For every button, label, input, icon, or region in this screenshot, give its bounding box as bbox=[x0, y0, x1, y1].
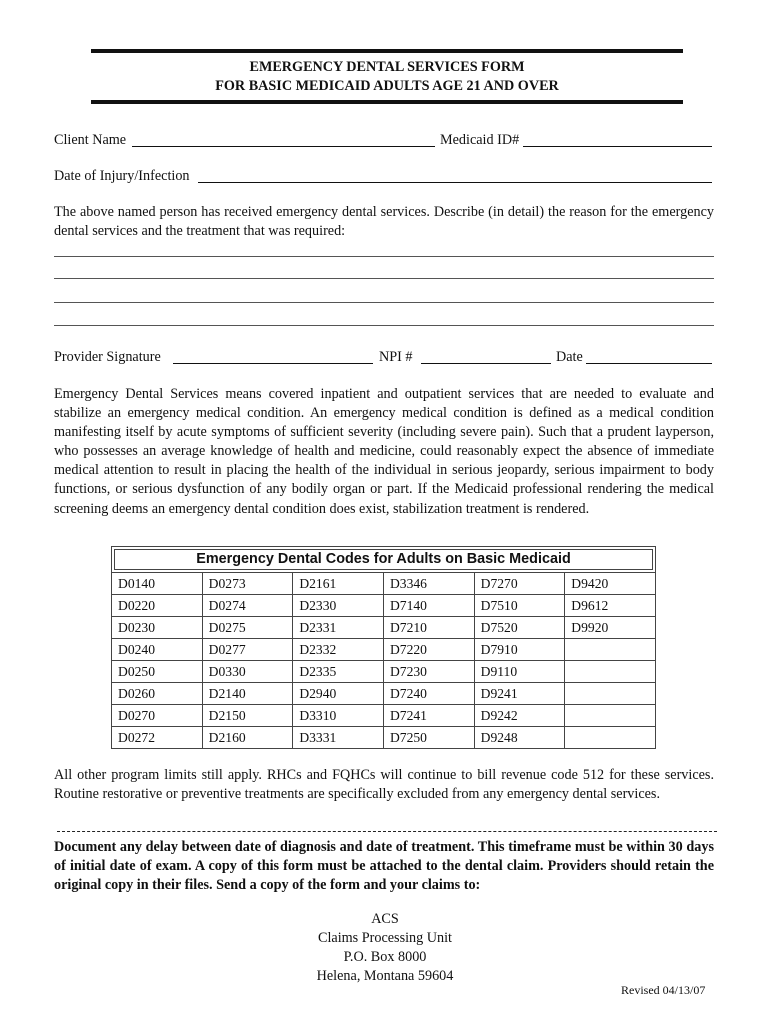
table-cell: D7910 bbox=[474, 639, 565, 661]
dashed-separator bbox=[57, 831, 717, 832]
table-cell bbox=[565, 661, 656, 683]
table-cell: D0230 bbox=[112, 617, 203, 639]
table-cell: D7270 bbox=[474, 573, 565, 595]
description-line-4[interactable] bbox=[54, 325, 714, 326]
table-cell: D2140 bbox=[202, 683, 293, 705]
table-cell: D0274 bbox=[202, 595, 293, 617]
description-line-1[interactable] bbox=[54, 256, 714, 257]
date-field[interactable] bbox=[586, 349, 712, 364]
table-row bbox=[112, 573, 656, 595]
description-line-3[interactable] bbox=[54, 302, 714, 303]
table-cell: D7240 bbox=[383, 683, 474, 705]
description-line-2[interactable] bbox=[54, 278, 714, 279]
date-of-injury-field[interactable] bbox=[198, 168, 712, 183]
table-cell: D0220 bbox=[112, 595, 203, 617]
npi-field[interactable] bbox=[421, 349, 551, 364]
table-cell: D2332 bbox=[293, 639, 384, 661]
table-cell: D2150 bbox=[202, 705, 293, 727]
table-cell: D0277 bbox=[202, 639, 293, 661]
table-cell bbox=[565, 727, 656, 749]
definition-paragraph: Emergency Dental Services means covered inpatient and outpatient services that are needed to evaluate and stabilize an emergency medical condition. An emergency medical condition is defined as a medical condition manifesting itself by acute symptoms of sufficient severity (including severe pain). Such that a prudent layperson, who possesses an average knowledge of health and medicine, could reasonably expect the absence of immediate medical attention to result in placing the health of the individual in serious jeopardy, serious impairment to body functions, or serious dysfunction of any bodily organ or part. If the Medicaid professional rendering the medical screening deems an emergency dental condition does exist, stabilization treatment is rendered. bbox=[54, 386, 714, 517]
header-top-rule bbox=[91, 49, 683, 53]
table-row bbox=[112, 661, 656, 683]
table-row bbox=[112, 727, 656, 749]
address-line-1: ACS bbox=[371, 911, 399, 927]
table-cell: D3331 bbox=[293, 727, 384, 749]
table-title: Emergency Dental Codes for Adults on Basic Medicaid bbox=[114, 549, 653, 570]
table-cell: D0272 bbox=[112, 727, 203, 749]
table-cell: D7510 bbox=[474, 595, 565, 617]
table-cell bbox=[565, 639, 656, 661]
table-cell: D0275 bbox=[202, 617, 293, 639]
table-title-cell bbox=[112, 547, 656, 573]
form-title: EMERGENCY DENTAL SERVICES FORM bbox=[249, 59, 525, 75]
program-limits-paragraph: All other program limits still apply. RHCs and FQHCs will continue to bill revenue code 512 for these services. Routine restorative or preventive treatments are specifically excluded from any emergency dental services. bbox=[54, 767, 714, 803]
mailing-address bbox=[280, 910, 490, 986]
date-of-injury-label: Date of Injury/Infection bbox=[54, 168, 190, 184]
submission-instructions: Document any delay between date of diagnosis and date of treatment. This timeframe must be within 30 days of initial date of exam. A copy of this form must be attached to the dental claim. Providers should retain the original copy in their files. Send a copy of the form and your claims to: bbox=[54, 839, 714, 894]
table-cell: D0270 bbox=[112, 705, 203, 727]
provider-signature-label: Provider Signature bbox=[54, 349, 161, 365]
table-cell: D7241 bbox=[383, 705, 474, 727]
table-cell: D3346 bbox=[383, 573, 474, 595]
table-cell bbox=[565, 705, 656, 727]
date-label: Date bbox=[556, 349, 583, 365]
table-cell: D0260 bbox=[112, 683, 203, 705]
provider-signature-field[interactable] bbox=[173, 349, 373, 364]
table-cell: D2940 bbox=[293, 683, 384, 705]
medicaid-id-field[interactable] bbox=[523, 132, 712, 147]
emergency-dental-codes-table bbox=[111, 546, 656, 749]
table-cell: D3310 bbox=[293, 705, 384, 727]
table-cell: D9110 bbox=[474, 661, 565, 683]
table-cell: D9612 bbox=[565, 595, 656, 617]
header-bottom-rule bbox=[91, 100, 683, 104]
table-cell: D0240 bbox=[112, 639, 203, 661]
address-line-3: P.O. Box 8000 bbox=[343, 949, 427, 965]
revision-date: Revised 04/13/07 bbox=[621, 983, 706, 997]
address-line-2: Claims Processing Unit bbox=[318, 930, 452, 946]
table-cell: D7220 bbox=[383, 639, 474, 661]
npi-label: NPI # bbox=[379, 349, 413, 365]
description-prompt: The above named person has received emergency dental services. Describe (in detail) the reason for the emergency dental services and the treatment that was required: bbox=[54, 204, 714, 240]
table-row bbox=[112, 705, 656, 727]
table-title-row bbox=[112, 547, 656, 573]
form-subtitle: FOR BASIC MEDICAID ADULTS AGE 21 AND OVER bbox=[215, 78, 559, 94]
client-name-field[interactable] bbox=[132, 132, 435, 147]
table-cell: D2160 bbox=[202, 727, 293, 749]
table-cell: D9241 bbox=[474, 683, 565, 705]
table-cell: D9920 bbox=[565, 617, 656, 639]
table-cell: D7210 bbox=[383, 617, 474, 639]
table-row bbox=[112, 683, 656, 705]
table-cell: D2161 bbox=[293, 573, 384, 595]
table-cell: D0250 bbox=[112, 661, 203, 683]
table-cell: D2331 bbox=[293, 617, 384, 639]
table-cell bbox=[565, 683, 656, 705]
client-name-label: Client Name bbox=[54, 132, 127, 148]
table-cell: D0140 bbox=[112, 573, 203, 595]
table-cell: D2330 bbox=[293, 595, 384, 617]
medicaid-id-label: Medicaid ID# bbox=[440, 132, 520, 148]
table-cell: D2335 bbox=[293, 661, 384, 683]
table-row bbox=[112, 595, 656, 617]
table-cell: D7140 bbox=[383, 595, 474, 617]
table-cell: D0273 bbox=[202, 573, 293, 595]
table-row bbox=[112, 617, 656, 639]
table-row bbox=[112, 639, 656, 661]
table-cell: D9248 bbox=[474, 727, 565, 749]
table-cell: D9242 bbox=[474, 705, 565, 727]
table-cell: D9420 bbox=[565, 573, 656, 595]
address-line-4: Helena, Montana 59604 bbox=[316, 968, 454, 984]
table-cell: D7230 bbox=[383, 661, 474, 683]
table-cell: D7520 bbox=[474, 617, 565, 639]
table-cell: D7250 bbox=[383, 727, 474, 749]
table-cell: D0330 bbox=[202, 661, 293, 683]
